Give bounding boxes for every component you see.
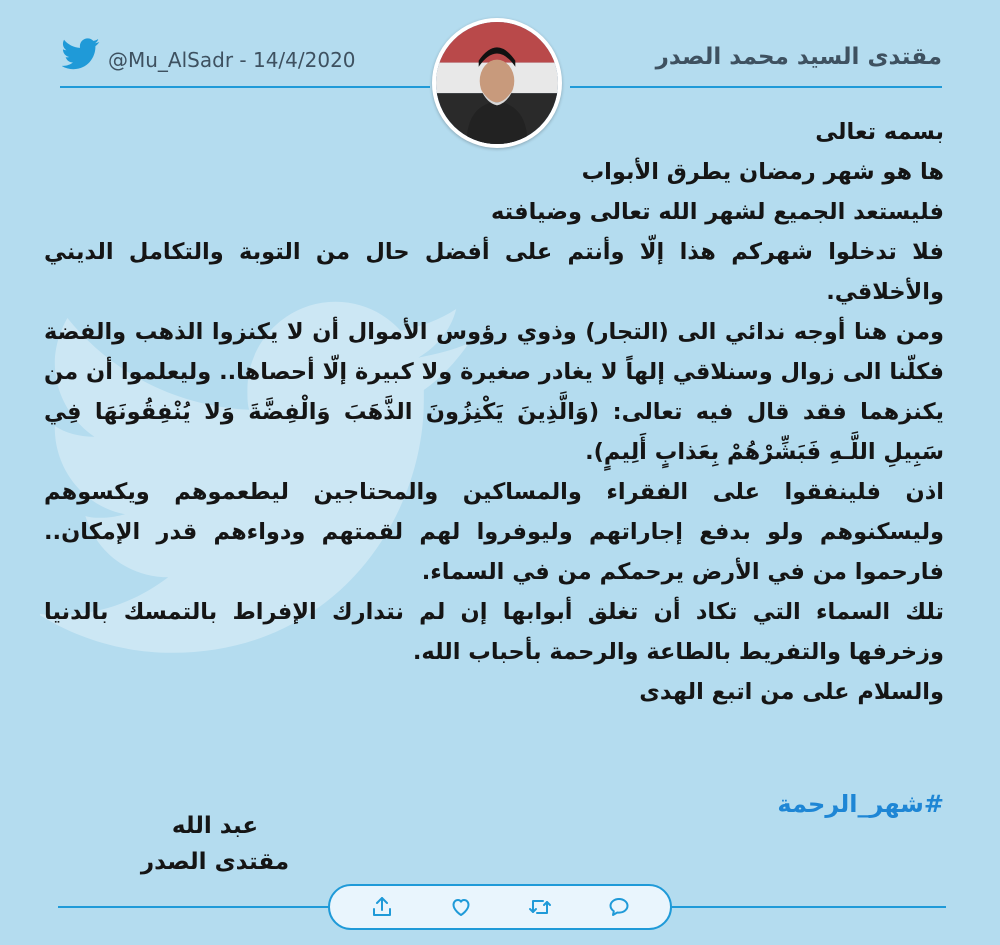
tweet-paragraph: فلا تدخلوا شهركم هذا إلّا وأنتم على أفضل حال من التوبة والتكامل الديني والأخلاقي.: [44, 239, 944, 305]
retweet-icon: [528, 895, 552, 919]
like-icon: [449, 895, 473, 919]
signature-line: عبد الله: [171, 813, 259, 839]
signature: [115, 808, 315, 880]
share-button[interactable]: [365, 890, 399, 924]
signature-name: مقتدى الصدر: [140, 849, 290, 875]
header-divider-left: [60, 86, 430, 88]
like-button[interactable]: [444, 890, 478, 924]
header-divider-right: [570, 86, 942, 88]
hashtag-link[interactable]: #شهر_الرحمة: [777, 790, 944, 818]
reply-icon: [607, 895, 631, 919]
twitter-bird-icon: [62, 38, 100, 70]
tweet-paragraph: تلك السماء التي تكاد أن تغلق أبوابها إن لم نتدارك الإفراط بالتمسك بالدنيا وزخرفها والتفريط بالطاعة والرحمة بأحباب الله.: [44, 599, 944, 665]
tweet-paragraph: والسلام على من اتبع الهدى: [639, 679, 944, 705]
retweet-button[interactable]: [523, 890, 557, 924]
author-name[interactable]: مقتدى السيد محمد الصدر: [655, 44, 942, 70]
tweet-paragraph: ومن هنا أوجه ندائي الى (التجار) وذوي رؤوس الأموال أن لا يكنزوا الذهب والفضة فكلّنا الى زوال وسنلاقي إلهاً لا يغادر صغيرة ولا كبيرة إلّا أحصاها.. وليعلموا أن من يكنزهما فقد قال فيه تعالى: (وَالَّذِينَ يَكْنِزُونَ الذَّهَبَ وَالْفِضَّةَ وَلا يُنْفِقُونَهَا فِي سَبِيلِ اللَّـهِ فَبَشِّرْهُمْ بِعَذابٍ أَلِيمٍ).: [44, 319, 944, 465]
reply-button[interactable]: [602, 890, 636, 924]
tweet-paragraph: اذن فلينفقوا على الفقراء والمساكين والمحتاجين ليطعموهم ويكسوهم وليسكنوهم ولو بدفع إجاراتهم وليوفروا لهم لقمتهم ودواءهم قدر الإمكان.. فارحموا من في الأرض يرحمكم من في السماء.: [44, 479, 944, 585]
tweet-handle-date[interactable]: @Mu_AlSadr - 14/4/2020: [108, 48, 356, 72]
tweet-paragraph: فليستعد الجميع لشهر الله تعالى وضيافته: [491, 199, 944, 225]
tweet-body: [44, 112, 944, 712]
tweet-paragraph: ها هو شهر رمضان يطرق الأبواب: [581, 159, 944, 185]
tweet-title: بسمه تعالى: [815, 119, 944, 145]
share-icon: [370, 895, 394, 919]
tweet-action-bar: [328, 884, 672, 930]
